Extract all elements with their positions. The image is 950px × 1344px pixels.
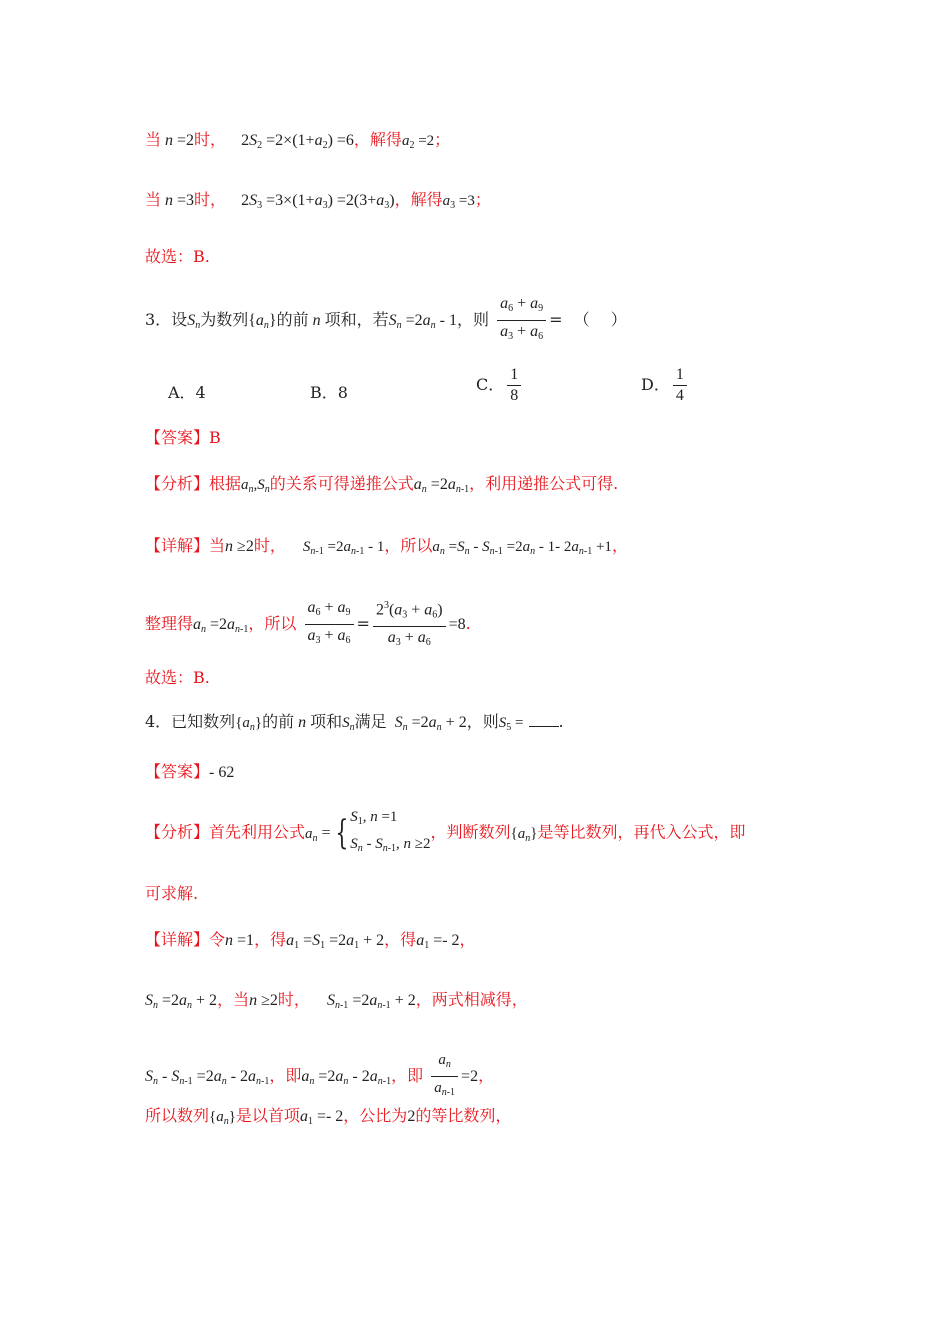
math: n [161,132,178,149]
q4-detail-3: $S_n - S_{n-1} =2a_n - 2a_{n-1}$，即$a_n =2a_n - 2a_{n-1}$，即 $\frac{a_n}{a_{n-1}}$ =2， [145,1052,495,1098]
conclusion-choice: 故选：B. [145,247,210,266]
line-case-n3: 当 n =3时， $2S_3 =3\times(1+a_3) =2(3+a_3)$，解得$a_3 =3$； [145,190,491,211]
option-a: A．4 [168,383,206,402]
option-c: C． $\frac{1}{8}$ [476,366,524,405]
question-3: 3．设$S_n$为数列$\{a_n\}$的前 n 项和，若$S_n =2a_n - 1$，则 $\frac{a_6 + a_9}{a_3 + a_6}$ = （ ） [145,295,627,342]
option-b: B．8 [310,383,348,402]
question-4: 4．已知数列$\{a_n\}$的前 n 项和$S_n$满足 $S_n =2a_n + 2$，则$S_5$ = . [145,712,564,733]
q4-answer: 【答案】- 62 [145,762,235,781]
q3-answer: 【答案】B [145,428,221,447]
q3-detail: 【详解】当n ≥2时， $S_{n-1} =2a_{n-1} - 1$，所以$a_n =S_n - S_{n-1} =2a_n - 1-$ $2a_{n-1} +1$， [145,536,628,557]
q4-detail: 【详解】令n =1，得$a_1 =S_1 =2a_1 + 2$，得$a_1 =- 2$， [145,930,476,951]
q3-detail-2: 整理得$a_n =2a_{n-1}$，所以 $\frac{a_6 + a_9}{a_3 + a_6}$ = $\frac{2^3(a_3 + a_6)}{a_3 + a_6}$ =8. [145,596,471,653]
answer-blank [529,712,559,727]
option-d: D． $\frac{1}{4}$ [641,366,690,405]
q4-analysis-cont: 可求解. [145,884,199,903]
q4-detail-4: 所以数列$\{a_n\}$是以首项$a_1 =- 2$，公比为2的等比数列， [145,1106,512,1127]
q3-conclusion: 故选：B. [145,668,210,687]
line-case-n2: 当 n =2时， $2S_2 =2\times(1+a_2) =6$，解得$a_2 =2$； [145,130,451,151]
q4-detail-2: $S_n =2a_n + 2$，当n ≥2时， $S_{n-1} =2a_{n-1} + 2$，两式相减得， [145,990,528,1011]
q4-analysis: 【分析】首先利用公式$a_n$ = { $S_1$, n =1 $S_n - S_{n-1}$, n ≥2 ，判断数列$\{a_n\}$是等比数列，再代入公式，即 [145,809,746,854]
q3-analysis: 【分析】根据$a_n,S_n$的关系可得递推公式$a_n =2a_{n-1}$，利用递推公式可得. [145,474,619,495]
